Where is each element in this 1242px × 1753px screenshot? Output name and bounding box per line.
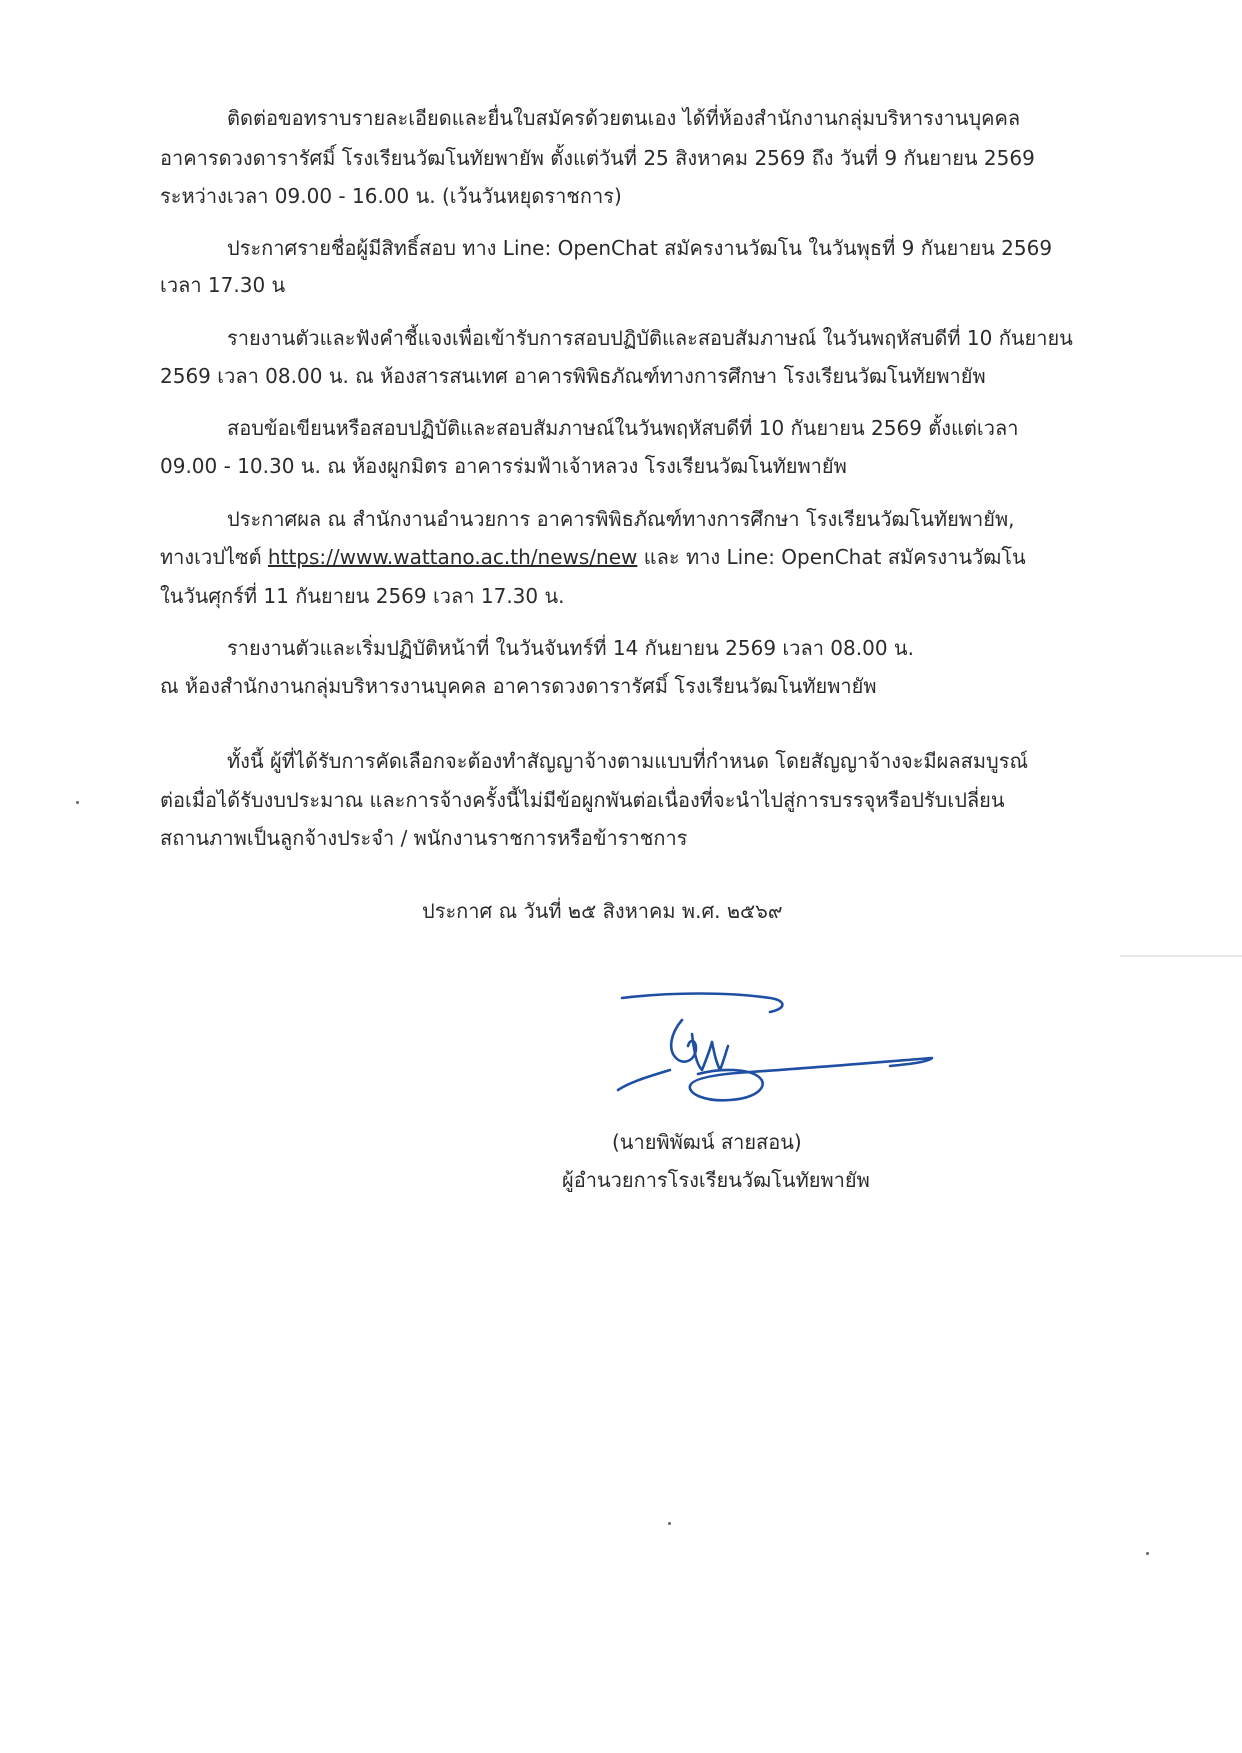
paragraph-3-line-2: 2569 เวลา 08.00 น. ณ ห้องสารสนเทศ อาคารพิพิธภัณฑ์ทางการศึกษา โรงเรียนวัฒโนทัยพายัพ xyxy=(160,364,986,388)
website-link[interactable]: https://www.wattano.ac.th/news/new xyxy=(267,545,638,569)
paragraph-1-line-2: อาคารดวงดารารัศมิ์ โรงเรียนวัฒโนทัยพายัพ ตั้งแต่วันที่ 25 สิงหาคม 2569 ถึง วันที่ 9 กันยายน 2569 xyxy=(160,146,1035,170)
paragraph-2-line-2: เวลา 17.30 น xyxy=(160,273,286,297)
paragraph-7-line-1: ทั้งนี้ ผู้ที่ได้รับการคัดเลือกจะต้องทำสัญญาจ้างตามแบบที่กำหนด โดยสัญญาจ้างจะมีผลสมบูรณ์ xyxy=(227,749,1028,773)
paragraph-4-line-1: สอบข้อเขียนหรือสอบปฏิบัติและสอบสัมภาษณ์ในวันพฤหัสบดีที่ 10 กันยายน 2569 ตั้งแต่เวลา xyxy=(227,416,1019,440)
paragraph-2-line-1: ประกาศรายชื่อผู้มีสิทธิ์สอบ ทาง Line: OpenChat สมัครงานวัฒโน ในวันพุธที่ 9 กันยายน 2569 xyxy=(227,236,1053,260)
paragraph-7-line-2: ต่อเมื่อได้รับงบประมาณ และการจ้างครั้งนี้ไม่มีข้อผูกพันต่อเนื่องที่จะนำไปสู่การบรรจุหรือปรับเปลี่ยน xyxy=(160,788,1005,812)
announcement-date: ประกาศ ณ วันที่ ๒๕ สิงหาคม พ.ศ. ๒๕๖๙ xyxy=(422,899,783,923)
paragraph-6-line-1: รายงานตัวและเริ่มปฏิบัติหน้าที่ ในวันจันทร์ที่ 14 กันยายน 2569 เวลา 08.00 น. xyxy=(227,636,914,660)
paragraph-4-line-2: 09.00 - 10.30 น. ณ ห้องผูกมิตร อาคารร่มฟ้าเจ้าหลวง โรงเรียนวัฒโนทัยพายัพ xyxy=(160,454,847,478)
scan-artifact xyxy=(1120,955,1242,957)
signatory-name: (นายพิพัฒน์ สายสอน) xyxy=(612,1130,802,1154)
scan-speck xyxy=(668,1522,671,1525)
paragraph-1-line-3: ระหว่างเวลา 09.00 - 16.00 น. (เว้นวันหยุดราชการ) xyxy=(160,184,622,208)
scan-speck xyxy=(76,801,79,804)
paragraph-6-line-2: ณ ห้องสำนักงานกลุ่มบริหารงานบุคคล อาคารดวงดารารัศมิ์ โรงเรียนวัฒโนทัยพายัพ xyxy=(160,674,877,698)
signature-stroke xyxy=(690,1058,932,1100)
signature-stroke xyxy=(618,1070,670,1090)
paragraph-5-line-2 xyxy=(160,543,1026,571)
signature-image xyxy=(610,990,940,1120)
paragraph-1-line-1: ติดต่อขอทราบรายละเอียดและยื่นใบสมัครด้วยตนเอง ได้ที่ห้องสำนักงานกลุ่มบริหารงานบุคคล xyxy=(227,106,1021,130)
signature-stroke xyxy=(692,1034,728,1070)
signature-stroke xyxy=(622,994,782,1013)
paragraph-5-line-3: ในวันศุกร์ที่ 11 กันยายน 2569 เวลา 17.30 น. xyxy=(160,584,565,608)
paragraph-3-line-1: รายงานตัวและฟังคำชี้แจงเพื่อเข้ารับการสอบปฏิบัติและสอบสัมภาษณ์ ในวันพฤหัสบดีที่ 10 กันยายน xyxy=(227,326,1073,350)
website-label: ทางเวปไซต์ xyxy=(160,545,268,569)
paragraph-5-line-1: ประกาศผล ณ สำนักงานอำนวยการ อาคารพิพิธภัณฑ์ทางการศึกษา โรงเรียนวัฒโนทัยพายัพ, xyxy=(227,507,1015,531)
website-suffix: และ ทาง Line: OpenChat สมัครงานวัฒโน xyxy=(637,545,1026,569)
paragraph-7-line-3: สถานภาพเป็นลูกจ้างประจำ / พนักงานราชการหรือข้าราชการ xyxy=(160,826,688,850)
scan-speck xyxy=(1146,1552,1149,1555)
signatory-title: ผู้อำนวยการโรงเรียนวัฒโนทัยพายัพ xyxy=(562,1168,870,1192)
